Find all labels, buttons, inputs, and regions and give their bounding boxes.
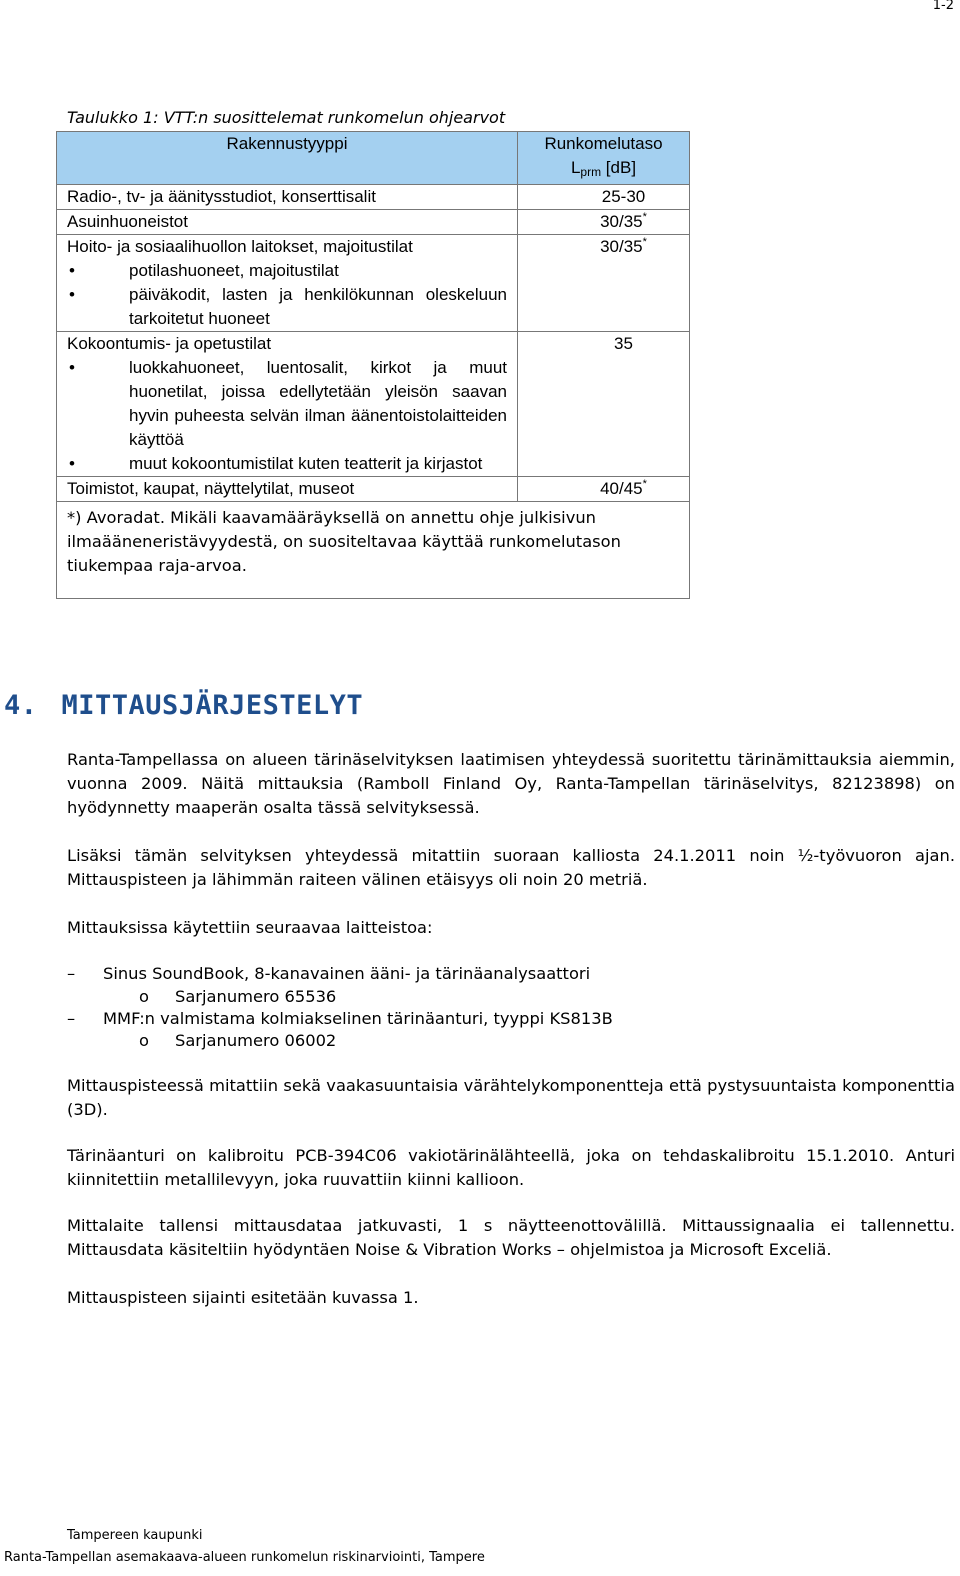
bullet-item: • muut kokoontumistilat kuten teatterit ja kirjastot xyxy=(67,452,507,476)
bullet-item: • päiväkodit, lasten ja henkilökunnan oleskeluun tarkoitetut huoneet xyxy=(67,283,507,331)
paragraph: Lisäksi tämän selvityksen yhteydessä mitattiin suoraan kalliosta 24.1.2011 noin ½-työvuoron ajan. Mittauspisteen ja lähimmän raiteen välinen etäisyys oli noin 20 metriä. xyxy=(67,846,955,889)
equipment-name: MMF:n valmistama kolmiakselinen tärinäanturi, tyyppi KS813B xyxy=(103,1009,613,1028)
table-row xyxy=(57,477,690,502)
circle-marker: o xyxy=(139,987,149,1006)
paragraph: Mittalaite tallensi mittausdataa jatkuvasti, 1 s näytteenottovälillä. Mittaussignaalia ei tallennettu. Mittausdata käsiteltiin hyödyntäen Noise & Vibration Works – ohjelmistoa ja Microsoft Exceliä. xyxy=(67,1216,955,1259)
header-building-type: Rakennustyyppi xyxy=(57,132,518,185)
paragraph: Tärinäanturi on kalibroitu PCB-394C06 vakiotärinälähteellä, joka on tehdaskalibroitu 15.1.2010. Anturi kiinnitettiin metallilevyyn, joka ruuvattiin kiinni kallioon. xyxy=(67,1146,955,1189)
table-header-row xyxy=(57,132,690,185)
row-value: 35 xyxy=(518,332,690,477)
dash-marker: – xyxy=(67,1009,76,1028)
bullet-item: • potilashuoneet, majoitustilat xyxy=(67,259,507,283)
serial-number: Sarjanumero 06002 xyxy=(175,1031,337,1050)
paragraph: Mittauspisteen sijainti esitetään kuvassa 1. xyxy=(67,1288,419,1307)
header-level xyxy=(518,132,690,185)
table-caption: Taulukko 1: VTT:n suosittelemat runkomelun ohjearvot xyxy=(67,108,506,127)
row-value: 40/45* xyxy=(518,477,690,502)
table-row xyxy=(57,332,690,477)
row-label-group xyxy=(57,332,518,477)
section-heading xyxy=(4,690,363,721)
row-value: 30/35* xyxy=(518,235,690,332)
header-level-title: Runkomelutaso xyxy=(544,134,663,153)
row-label: Hoito- ja sosiaalihuollon laitokset, majoitustilat xyxy=(67,237,413,256)
footer-line-2: Ranta-Tampellan asemakaava-alueen runkomelun riskinarviointi, Tampere xyxy=(4,1550,485,1565)
row-label: Asuinhuoneistot xyxy=(57,210,518,235)
row-label: Radio-, tv- ja äänitysstudiot, konserttisalit xyxy=(57,185,518,210)
footer-line-1: Tampereen kaupunki xyxy=(67,1528,203,1543)
table-row xyxy=(57,185,690,210)
circle-marker: o xyxy=(139,1031,149,1050)
table-row xyxy=(57,235,690,332)
header-level-unit: $L_{prm}$ [dB] xyxy=(570,158,637,179)
row-label: Toimistot, kaupat, näyttelytilat, museot xyxy=(57,477,518,502)
guideline-table xyxy=(56,131,690,599)
table-note: *) Avoradat. Mikäli kaavamääräyksellä on annettu ohje julkisivun ilmaääneneristävyydestä, on suositeltavaa käyttää runkomelutason tiukempaa raja-arvoa. xyxy=(57,502,690,599)
row-value: 30/35* xyxy=(518,210,690,235)
row-label: Kokoontumis- ja opetustilat xyxy=(67,334,272,353)
bullet-list xyxy=(67,356,507,476)
serial-number: Sarjanumero 65536 xyxy=(175,987,337,1006)
section-title: MITTAUSJÄRJESTELYT xyxy=(61,690,364,721)
paragraph: Mittauksissa käytettiin seuraavaa laitteistoa: xyxy=(67,918,433,937)
section-number: 4. xyxy=(4,690,38,721)
row-value: 25-30 xyxy=(518,185,690,210)
dash-marker: – xyxy=(67,964,76,983)
equipment-name: Sinus SoundBook, 8-kanavainen ääni- ja tärinäanalysaattori xyxy=(103,964,591,983)
row-label-group xyxy=(57,235,518,332)
bullet-list xyxy=(67,259,507,331)
page-number: 1-2 xyxy=(932,0,954,13)
paragraph: Mittauspisteessä mitattiin sekä vaakasuuntaisia värähtelykomponentteja että pystysuuntaista komponenttia (3D). xyxy=(67,1076,955,1119)
bullet-item: • luokkahuoneet, luentosalit, kirkot ja muut huonetilat, joissa edellytetään yleisön saavan hyvin puheesta selvän ilman äänentoistolaitteiden käyttöä xyxy=(67,356,507,452)
table-note-row xyxy=(57,502,690,599)
table-row xyxy=(57,210,690,235)
paragraph: Ranta-Tampellassa on alueen tärinäselvityksen laatimisen yhteydessä suoritettu tärinämittauksia aiemmin, vuonna 2009. Näitä mittauksia (Ramboll Finland Oy, Ranta-Tampellan tärinäselvitys, 82123898) on hyödynnetty maaperän osalta tässä selvityksessä. xyxy=(67,750,955,817)
